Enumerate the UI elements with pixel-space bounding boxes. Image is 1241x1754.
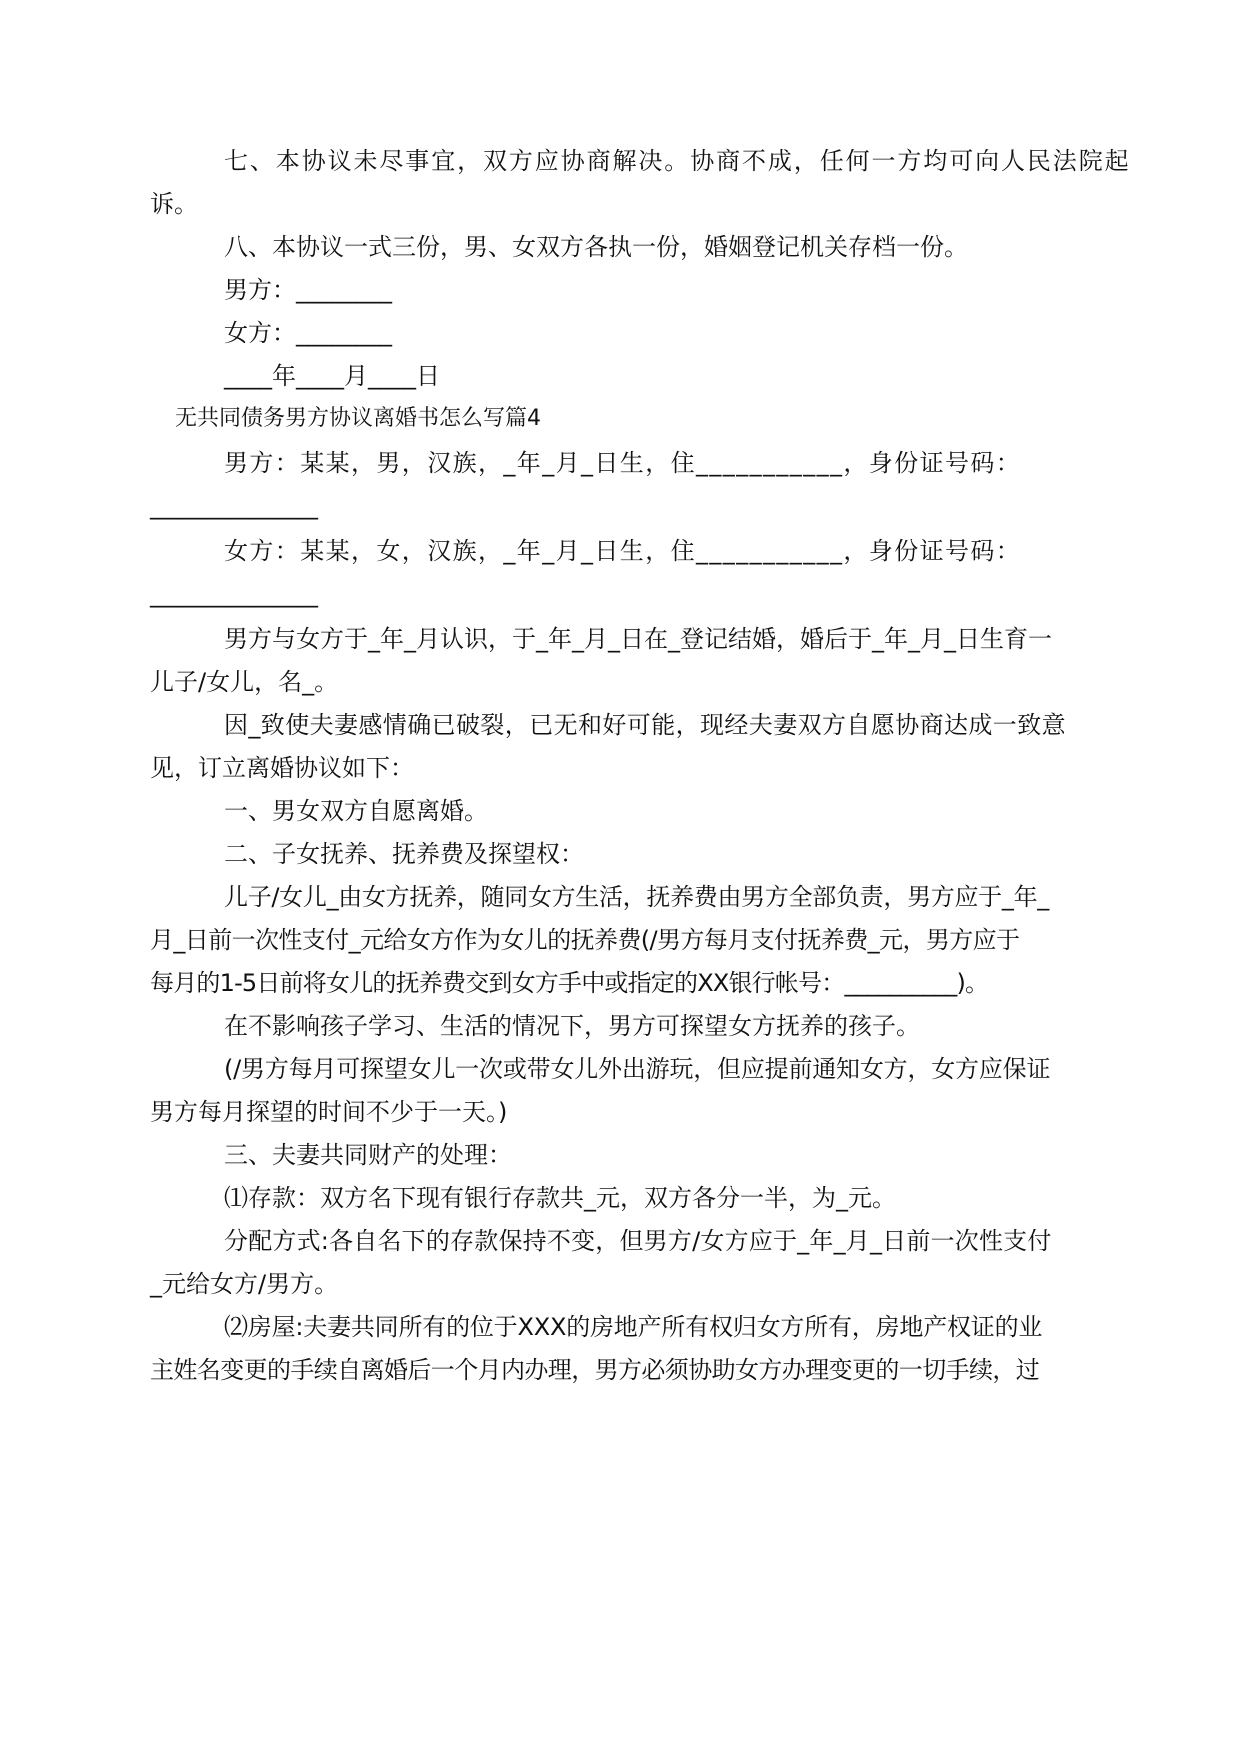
clause-2-heading: 二、子女抚养、抚养费及探望权：: [224, 840, 584, 868]
male-party-line-2: ______________: [150, 492, 318, 520]
female-party-line-1: 女方：某某，女，汉族，_年_月_日生，住___________，身份证号码：: [224, 537, 1022, 565]
clause-7-line-1: 七、本协议未尽事宜，双方应协商解决。协商不成，任何一方均可向人民法院起: [224, 147, 1131, 175]
visitation-line: 在不影响孩子学习、生活的情况下，男方可探望女方抚养的孩子。: [224, 1012, 920, 1040]
signature-male: 男方：________: [224, 276, 392, 304]
reason-line-1: 因_致使夫妻感情确已破裂，已无和好可能，现经夫妻双方自愿协商达成一致意: [224, 711, 1066, 739]
clause-3-heading: 三、夫妻共同财产的处理：: [224, 1141, 512, 1169]
reason-line-2: 见，订立离婚协议如下：: [150, 754, 414, 782]
section-heading: 无共同债务男方协议离婚书怎么写篇4: [175, 406, 541, 431]
signature-female: 女方：________: [224, 319, 392, 347]
house-line-1: ⑵房屋:夫妻共同所有的位于XXX的房地产所有权归女方所有，房地产权证的业: [224, 1313, 1043, 1341]
marriage-facts-line-2: 儿子/女儿，名_。: [150, 668, 339, 696]
distribution-line-2: _元给女方/男方。: [150, 1270, 339, 1298]
male-party-line-1: 男方：某某，男，汉族，_年_月_日生，住___________，身份证号码：: [224, 449, 1022, 477]
clause-1: 一、男女双方自愿离婚。: [224, 797, 488, 825]
clause-8: 八、本协议一式三份，男、女双方各执一份，婚姻登记机关存档一份。: [224, 233, 968, 261]
deposit-line: ⑴存款：双方名下现有银行存款共_元，双方各分一半，为_元。: [224, 1184, 896, 1212]
marriage-facts-line-1: 男方与女方于_年_月认识，于_年_月_日在_登记结婚，婚后于_年_月_日生育一: [224, 625, 1052, 653]
custody-line-1: 儿子/女儿_由女方抚养，随同女方生活，抚养费由男方全部负责，男方应于_年_: [224, 883, 1049, 911]
signature-date: ____年____月____日: [224, 362, 440, 390]
house-line-2: 主姓名变更的手续自离婚后一个月内办理，男方必须协助女方办理变更的一切手续，过: [150, 1356, 1040, 1384]
custody-line-3: 每月的1-5日前将女儿的抚养费交到女方手中或指定的XX银行帐号：__________)。: [150, 969, 989, 997]
female-party-line-2: ______________: [150, 580, 318, 608]
custody-line-2: 月_日前一次性支付_元给女方作为女儿的抚养费(/男方每月支付抚养费_元，男方应于: [150, 926, 1020, 954]
clause-7-line-2: 诉。: [150, 190, 198, 218]
distribution-line-1: 分配方式:各自名下的存款保持不变，但男方/女方应于_年_月_日前一次性支付: [224, 1227, 1052, 1255]
visitation-note-line-1: (/男方每月可探望女儿一次或带女儿外出游玩，但应提前通知女方，女方应保证: [224, 1055, 1051, 1083]
visitation-note-line-2: 男方每月探望的时间不少于一天。): [150, 1098, 508, 1126]
